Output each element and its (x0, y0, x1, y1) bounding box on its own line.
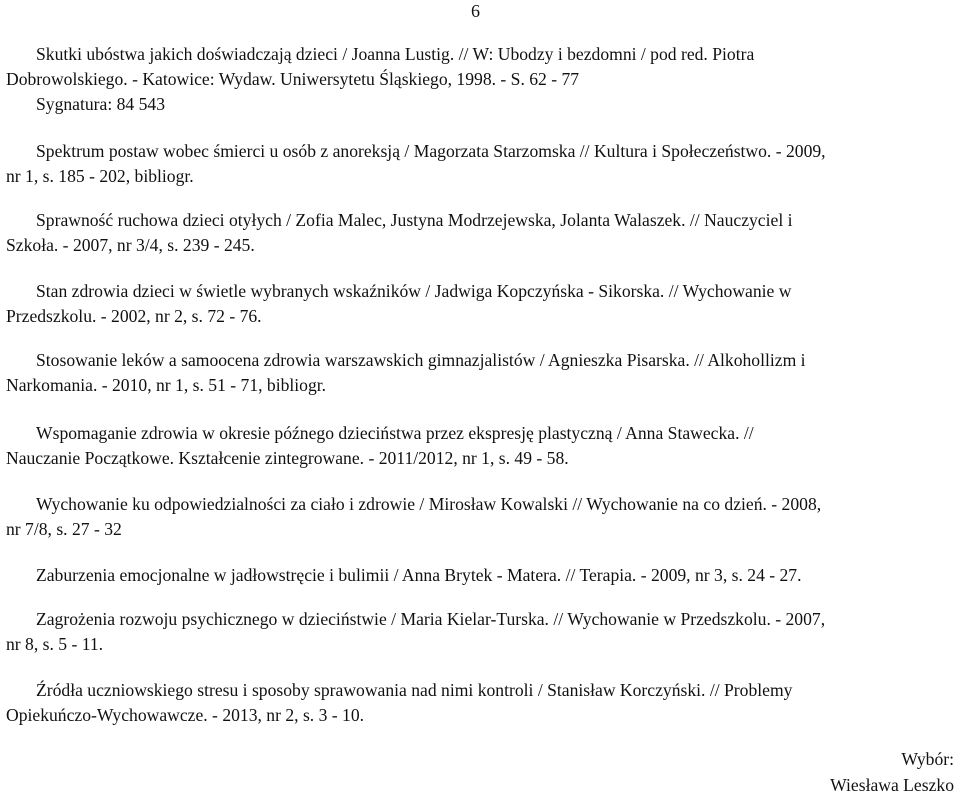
entry-line: Wspomaganie zdrowia w okresie późnego dzieciństwa przez ekspresję plastyczną / Anna Stawecka. // (36, 423, 754, 443)
bibliography-entry (6, 279, 956, 329)
entry-line: Opiekuńczo-Wychowawcze. - 2013, nr 2, s. 3 - 10. (6, 705, 365, 725)
entry-line: Spektrum postaw wobec śmierci u osób z anoreksją / Magorzata Starzomska // Kultura i Społeczeństwo. - 2009, (36, 141, 826, 161)
entry-line: Stosowanie leków a samoocena zdrowia warszawskich gimnazjalistów / Agnieszka Pisarska. // Alkohollizm i (36, 350, 806, 370)
entry-line: Zagrożenia rozwoju psychicznego w dzieciństwie / Maria Kielar-Turska. // Wychowanie w Przedszkolu. - 2007, (36, 609, 826, 629)
entry-line: nr 7/8, s. 27 - 32 (6, 519, 122, 539)
credit-name: Wiesława Leszko (830, 775, 954, 795)
entry-line: Sprawność ruchowa dzieci otyłych / Zofia Malec, Justyna Modrzejewska, Jolanta Walaszek. // Nauczyciel i (36, 210, 793, 230)
entry-line: Stan zdrowia dzieci w świetle wybranych wskaźników / Jadwiga Kopczyńska - Sikorska. // Wychowanie w (36, 281, 792, 301)
bibliography-entry (6, 348, 956, 398)
selection-credit (830, 746, 954, 798)
entry-line: Skutki ubóstwa jakich doświadczają dzieci / Joanna Lustig. // W: Ubodzy i bezdomni / pod red. Piotra (36, 44, 755, 64)
entry-line: Dobrowolskiego. - Katowice: Wydaw. Uniwersytetu Śląskiego, 1998. - S. 62 - 77 (6, 69, 580, 89)
entry-line: Wychowanie ku odpowiedzialności za ciało i zdrowie / Mirosław Kowalski // Wychowanie na co dzień. - 2008, (36, 494, 822, 514)
entry-line: Zaburzenia emocjonalne w jadłowstręcie i bulimii / Anna Brytek - Matera. // Terapia. - 2009, nr 3, s. 24 - 27. (36, 565, 802, 585)
bibliography-entry (6, 208, 956, 258)
bibliography-entry (6, 421, 956, 471)
entry-line: Nauczanie Początkowe. Kształcenie zintegrowane. - 2011/2012, nr 1, s. 49 - 58. (6, 448, 569, 468)
bibliography-entry (6, 139, 956, 189)
bibliography-entry (6, 607, 956, 657)
entry-signature: Sygnatura: 84 543 (36, 94, 166, 114)
entry-line: nr 8, s. 5 - 11. (6, 634, 104, 654)
page-number: 6 (471, 1, 480, 21)
bibliography-entry (6, 678, 956, 728)
bibliography-entry (6, 492, 956, 542)
credit-label: Wybór: (901, 749, 954, 769)
bibliography-entry (6, 563, 956, 588)
entry-line: Przedszkolu. - 2002, nr 2, s. 72 - 76. (6, 306, 262, 326)
entry-line: Szkoła. - 2007, nr 3/4, s. 239 - 245. (6, 235, 255, 255)
entry-line: nr 1, s. 185 - 202, bibliogr. (6, 166, 194, 186)
entry-line: Źródła uczniowskiego stresu i sposoby sprawowania nad nimi kontroli / Stanisław Korczyński. // Problemy (36, 680, 793, 700)
bibliography-entry (6, 42, 956, 117)
entry-line: Narkomania. - 2010, nr 1, s. 51 - 71, bibliogr. (6, 375, 327, 395)
